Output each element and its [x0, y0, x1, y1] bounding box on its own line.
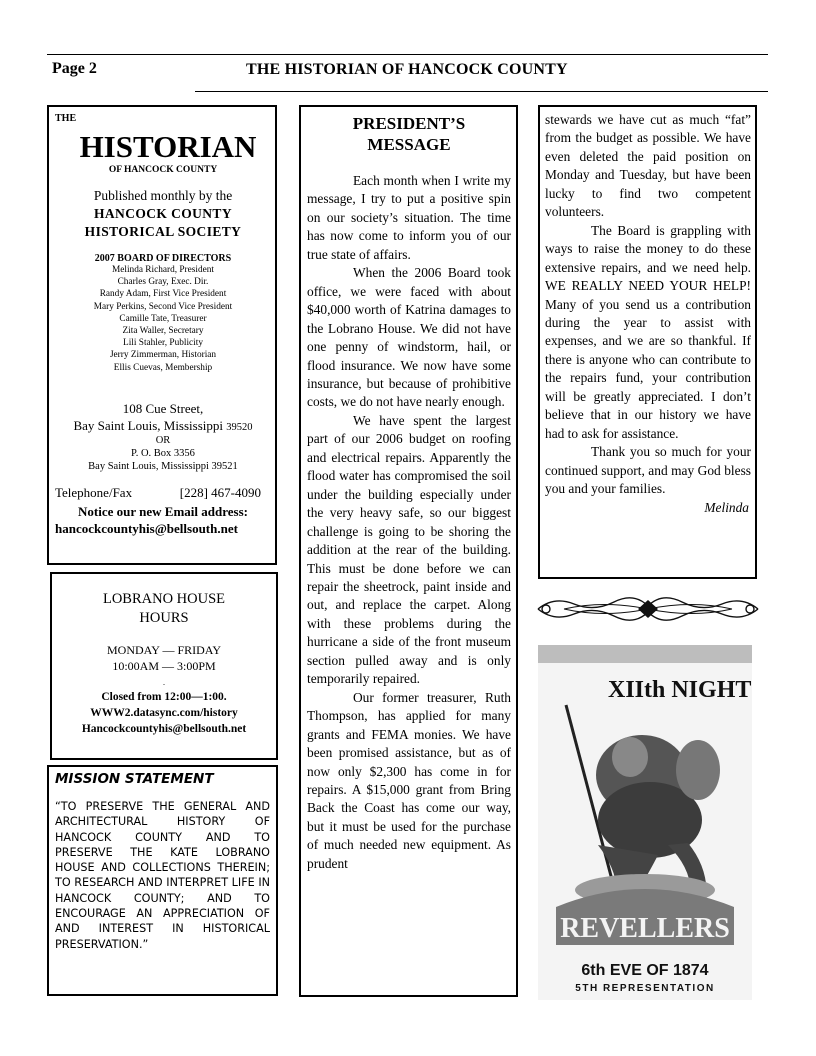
logo-subtitle: OF HANCOCK COUNTY [108, 165, 218, 175]
continuation-body [545, 111, 751, 499]
website-link[interactable]: WWW2.datasync.com/history [90, 707, 238, 719]
board-member: Melinda Richard, President [112, 265, 214, 275]
ornament-divider [534, 592, 762, 626]
board-member: Mary Perkins, Second Vice President [93, 301, 233, 312]
po-box: P. O. Box 3356 [131, 447, 195, 459]
open-hours: 10:00AM — 3:00PM [112, 659, 216, 673]
president-message-box [299, 105, 518, 997]
top-rule [47, 54, 768, 55]
board-member: Randy Adam, First Vice President [99, 289, 227, 300]
notice-text: Notice our new Email address: [78, 503, 248, 519]
illustration-top-text: XIIth NIGHT [608, 677, 752, 703]
paragraph: stewards we have cut as much “fat” from the budget as possible. We have even deleted the paid position on Monday and Tuesday, but have been lucky to find two competent volunteers. [545, 112, 751, 220]
email-address[interactable]: hancockcountyhis@bellsouth.net [55, 520, 238, 536]
president-title [307, 113, 511, 155]
board-member: Camille Tate, Treasurer [119, 313, 207, 324]
open-days: MONDAY — FRIDAY [106, 643, 222, 657]
telephone-label: Telephone/Fax [55, 484, 133, 500]
masthead-rule [195, 91, 768, 92]
hours-email-link[interactable]: Hancockcountyhis@bellsouth.net [81, 723, 247, 735]
address [55, 400, 271, 473]
dot: . [163, 678, 165, 687]
president-title-line-2: MESSAGE [367, 135, 451, 154]
signature: Melinda [704, 499, 749, 515]
logo-the: THE [55, 113, 77, 124]
board-list [55, 264, 271, 374]
logo-historian: HISTORIAN [79, 129, 257, 164]
president-title-line-1: PRESIDENT’S [352, 114, 466, 133]
hours-title [52, 590, 276, 628]
board-member: Zita Waller, Secretary [122, 326, 204, 337]
paragraph: The Board is grappling with ways to raise the money to do these extensive repairs, and we need help. WE REALLY NEED YOUR HELP! Many of you send us a contribution during the year to assist with expenses, and we are so thankful. If there is anyone who can contribute to the repairs fund, your contribution will be greatly appreciated. I don’t believe that in our history we have had to ask for assistance. [545, 222, 751, 441]
publisher [55, 187, 271, 241]
telephone-line [55, 485, 271, 501]
mission-box [47, 765, 278, 996]
masthead-title: THE HISTORIAN OF HANCOCK COUNTY [246, 61, 568, 78]
board-member: Lili Stahler, Publicity [123, 338, 203, 349]
illustration-banner-text: REVELLERS [560, 913, 730, 944]
paragraph: Each month when I write my message, I try to put a positive spin on our society’s situation. The time has now come to inform you of our true state of affairs. [307, 173, 511, 262]
hours-contact [52, 689, 276, 737]
illustration-rep-text: 5TH REPRESENTATION [575, 983, 715, 994]
hours-title-line-2: HOURS [139, 610, 189, 626]
mission-text: “TO PRESERVE THE GENERAL AND ARCHITECTURAL HISTORY OF HANCOCK COUNTY AND TO PRESERVE THE KATE LOBRANO HOUSE AND COLLECTIONS THEREIN; TO RESEARCH AND INTERPRET LIFE IN HANCOCK COUNTY; AND TO ENCOURAGE AN APPRECIATION OF AND INTEREST IN HISTORICAL PRESERVATION.” [55, 800, 270, 951]
paragraph: Our former treasurer, Ruth Thompson, has applied for many grants and FEMA monies. We have been promised assistance, but as of now only $2,300 has come in for repairs. A $15,000 grant from Bring Back the Coast has come our way, but it must be used for the purchase of much needed new equipment. As prudent [307, 689, 511, 871]
board-member: Charles Gray, Exec. Dir. [117, 277, 209, 288]
hours-title-line-1: LOBRANO HOUSE [102, 591, 226, 607]
paragraph: Thank you so much for your continued support, and may God bless you and your families. [545, 444, 751, 497]
president-body [307, 172, 511, 873]
board-member: Ellis Cuevas, Membership [113, 362, 213, 373]
board-member: Jerry Zimmerman, Historian [109, 350, 217, 361]
hours-box [50, 572, 278, 760]
continuation-box [538, 105, 757, 579]
published-by: Published monthly by the [93, 188, 233, 203]
reveller-illustration [538, 645, 752, 1000]
city-1: Bay Saint Louis, Mississippi [73, 417, 224, 433]
society-line-1: HANCOCK COUNTY [94, 206, 232, 221]
hours-schedule [52, 642, 276, 674]
city-2: Bay Saint Louis, Mississippi 39521 [88, 460, 238, 472]
street: 108 Cue Street, [122, 400, 204, 416]
paragraph: We have spent the largest part of our 2006 budget on roofing and electrical repairs. Apparently the flood water has compromised the soil under the building especially under the very heavy safe, so our biggest challenge is going to be shoring the addition at the rear of the building. This must be done before we can repair the sheetrock, paint inside and out, and replace the carpet. Along with these problems during the hurricane a side of the front museum section pulled away and is only temporarily repaired. [307, 412, 511, 687]
email-notice [55, 503, 271, 537]
telephone-number: [228] 467-4090 [179, 484, 261, 500]
zip-1: 39520 [226, 421, 253, 433]
illustration-eve-text: 6th EVE OF 1874 [581, 962, 709, 979]
page-number: Page 2 [52, 60, 97, 77]
paragraph: When the 2006 Board took office, we were faced with about $40,000 worth of Katrina damages to the Lobrano House. We did not have one penny of windstorm, hail, or flood insurance. We now have some insurance, but because of prohibitive costs, we do not have nearly enough. [307, 265, 511, 410]
or-text: OR [155, 434, 171, 446]
board-title: 2007 BOARD OF DIRECTORS [94, 253, 232, 264]
mission-title: MISSION STATEMENT [55, 771, 214, 787]
society-line-2: HISTORICAL SOCIETY [84, 224, 242, 239]
closed-time: Closed from 12:00—1:00. [101, 691, 227, 703]
publication-info-box [47, 105, 277, 565]
